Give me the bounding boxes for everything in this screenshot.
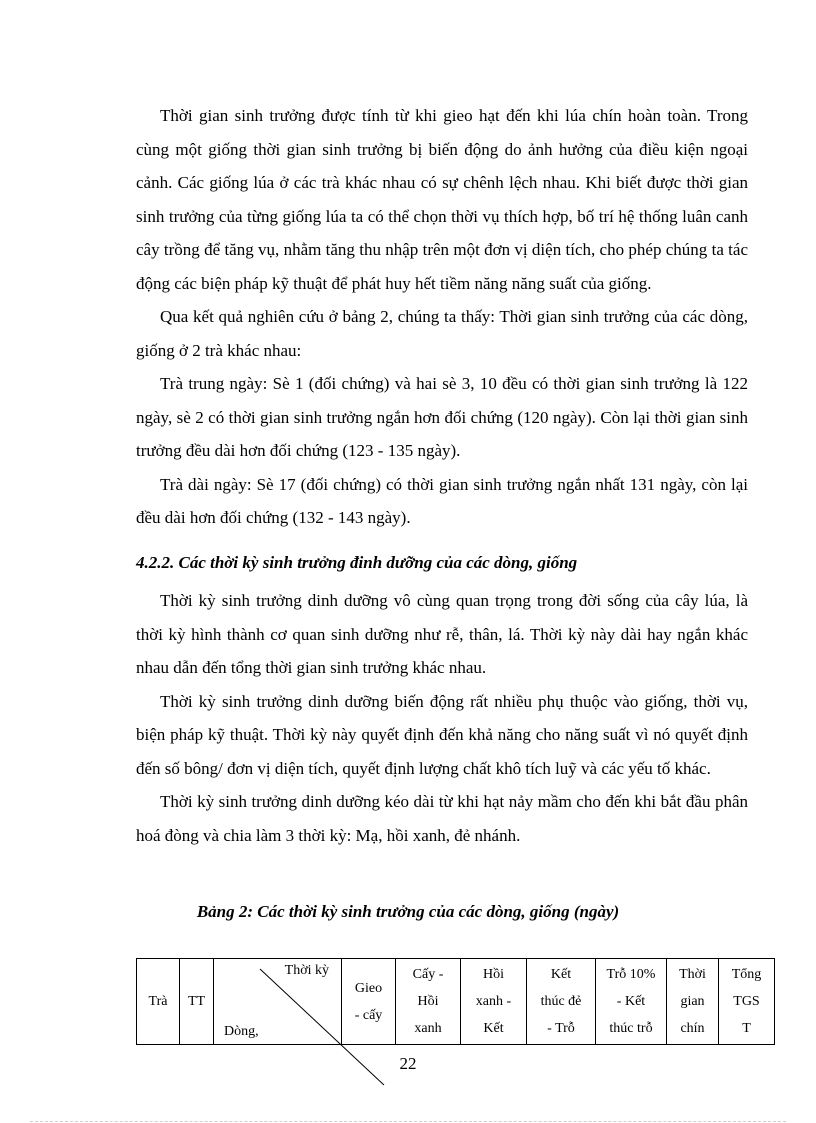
table-caption: Bảng 2: Các thời kỳ sinh trưởng của các dòng, giống (ngày) (196, 902, 620, 921)
header-hoi-xanh-ket: Hồi xanh - Kết (461, 959, 527, 1045)
body-text-bottom (136, 584, 748, 852)
paragraph-medium-crop: Trà trung ngày: Sè 1 (đối chứng) và hai sè 3, 10 đều có thời gian sinh trưởng là 122 ngày, sè 2 có thời gian sinh trưởng ngắn hơn đối chứng (120 ngày). Còn lại thời gian sinh trưởng đều dài hơn đối chứng (123 - 135 ngày). (136, 374, 748, 460)
paragraph-growth-time: Thời gian sinh trưởng được tính từ khi gieo hạt đến khi lúa chín hoàn toàn. Trong cùng một giống thời gian sinh trưởng bị biến động do ảnh hưởng của điều kiện ngoại cảnh. Các giống lúa ở các trà khác nhau có sự chênh lệch nhau. Khi biết được thời gian sinh trưởng của từng giống lúa ta có thể chọn thời vụ thích hợp, bố trí hệ thống luân canh cây trồng để tăng vụ, nhằm tăng thu nhập trên một đơn vị diện tích, cho phép chúng ta tác động các biện pháp kỹ thuật để phát huy hết tiềm năng năng suất của giống. (136, 106, 748, 293)
paragraph-long-crop: Trà dài ngày: Sè 17 (đối chứng) có thời gian sinh trưởng ngắn nhất 131 ngày, còn lại đều dài hơn đối chứng (132 - 143 ngày). (136, 474, 748, 527)
header-gieo-cay: Gieo - cấy (342, 959, 396, 1045)
header-cay-hoi-xanh: Cấy - Hồi xanh (396, 959, 461, 1045)
header-dong: Dòng, (224, 1024, 259, 1039)
header-diagonal-cell (214, 959, 342, 1045)
header-tt: TT (180, 959, 214, 1045)
header-ket-thuc-de-tro: Kết thúc đẻ - Trỗ (527, 959, 596, 1045)
header-thoi-gian-chin: Thời gian chín (667, 959, 719, 1045)
page-number: 22 (399, 1054, 417, 1073)
body-text-top (136, 99, 748, 535)
paragraph-vegetative-variation: Thời kỳ sinh trưởng dinh dưỡng biến động rất nhiều phụ thuộc vào giống, thời vụ, biện pháp kỹ thuật. Thời kỳ này quyết định đến khả năng cho năng suất vì nó quyết định đến số bông/ đơn vị diện tích, quyết định lượng chất khô tích luỹ và các yếu tố khác. (136, 691, 748, 778)
header-thoi-ky: Thời kỳ (284, 963, 329, 978)
table-header-row (137, 959, 775, 1045)
header-tong-tgst: Tổng TGS T (719, 959, 775, 1045)
paragraph-vegetative-phases: Thời kỳ sinh trưởng dinh dưỡng kéo dài từ khi hạt nảy mầm cho đến khi bắt đầu phân hoá đòng và chia làm 3 thời kỳ: Mạ, hồi xanh, đẻ nhánh. (136, 792, 748, 845)
section-heading: 4.2.2. Các thời kỳ sinh trưởng đinh dưỡng của các dòng, giống (136, 553, 578, 572)
page-divider (30, 1121, 786, 1122)
growth-period-table (136, 958, 775, 1045)
paragraph-results-intro: Qua kết quả nghiên cứu ở bảng 2, chúng ta thấy: Thời gian sinh trưởng của các dòng, giống ở 2 trà khác nhau: (136, 307, 748, 360)
header-tro-ket-thuc: Trỗ 10% - Kết thúc trỗ (596, 959, 667, 1045)
header-tra: Trà (137, 959, 180, 1045)
paragraph-vegetative-importance: Thời kỳ sinh trưởng dinh dưỡng vô cùng quan trọng trong đời sống của cây lúa, là thời kỳ hình thành cơ quan sinh dưỡng như rễ, thân, lá. Thời kỳ này dài hay ngắn khác nhau dẫn đến tổng thời gian sinh trưởng khác nhau. (136, 591, 748, 677)
